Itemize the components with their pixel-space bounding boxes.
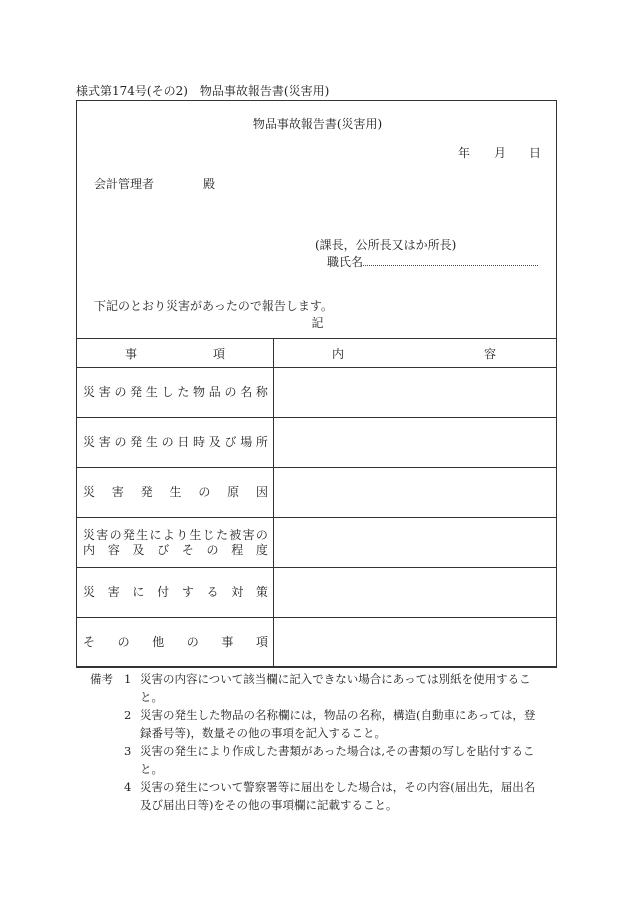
table-row [77, 618, 557, 668]
note-text: 災害の発生した物品の名称欄には，物品の名称，構造(自動車にあっては，登 [140, 708, 536, 722]
note-text: 災害の発生により作成した書類があった場合は,その書類の写しを貼付するこ [140, 744, 535, 758]
row-label [77, 618, 274, 668]
note-text: 録番号等)，数量その他の事項を記入すること。 [140, 726, 386, 740]
content-cell-cause[interactable] [274, 468, 557, 518]
row-label-text: 災 害 の 発 生 に よ り 生 じ た 被 害 の [83, 527, 268, 542]
table-row [77, 518, 557, 568]
row-label-text: 災 害 発 生 の 原 因 [83, 485, 268, 499]
note-text: 災害の内容について該当欄に記入できない場合にあっては別紙を使用するこ [140, 672, 531, 686]
row-label-text: 内 容 及 び そ の 程 度 [83, 542, 268, 557]
table-row [77, 368, 557, 418]
row-label-text: 災 害 の 発 生 し た 物 品 の 名 称 [83, 385, 268, 399]
remarks-heading: 備考 [90, 672, 113, 686]
note-text: と。 [140, 690, 163, 704]
sender-name-line [361, 265, 538, 266]
content-cell-damage[interactable] [274, 518, 557, 568]
content-cell-datetime-place[interactable] [274, 418, 557, 468]
row-label-text: そ の 他 の 事 項 [83, 635, 268, 649]
date-day: 日 [529, 146, 542, 160]
row-label [77, 418, 274, 468]
row-label [77, 468, 274, 518]
content-cell-other[interactable] [274, 618, 557, 668]
note-text: 及び届出日等)をその他の事項欄に記載すること。 [140, 798, 398, 812]
row-label [77, 518, 274, 568]
ki-mark: 記 [311, 316, 324, 330]
date-month: 月 [494, 146, 507, 160]
header-item: 事 項 [77, 339, 274, 368]
table-row [77, 418, 557, 468]
addressee-honorific: 殿 [203, 177, 216, 191]
row-label [77, 568, 274, 618]
sender-title: (課長，公所長又はか所長) [315, 238, 457, 252]
note-number: 4 [124, 780, 132, 794]
content-cell-measures[interactable] [274, 568, 557, 618]
note-number: 1 [124, 672, 132, 686]
addressee-name: 会計管理者 [94, 177, 155, 191]
date-year: 年 [458, 146, 471, 160]
sender-name-label: 職氏名 [327, 255, 364, 269]
row-label-text: 災 害 に 付 す る 対 策 [83, 585, 268, 599]
report-frame [76, 100, 557, 667]
table-header-row [77, 339, 557, 368]
note-text: と。 [140, 762, 163, 776]
intro-text: 下記のとおり災害があったので報告します。 [94, 299, 333, 313]
form-code: 様式第174号(その2) 物品事故報告書(災害用) [76, 84, 330, 98]
items-table [76, 338, 557, 668]
row-label [77, 368, 274, 418]
table-row [77, 468, 557, 518]
row-label-text: 災 害 の 発 生 の 日 時 及 び 場 所 [83, 435, 268, 449]
header-content: 内 容 [274, 339, 557, 368]
note-text: 災害の発生について警察署等に届出をした場合は，その内容(届出先，届出名 [140, 780, 536, 794]
content-cell-item-name[interactable] [274, 368, 557, 418]
table-row [77, 568, 557, 618]
note-number: 2 [124, 708, 132, 722]
note-number: 3 [124, 744, 132, 758]
document-title: 物品事故報告書(災害用) [252, 117, 383, 131]
remarks [90, 670, 560, 814]
